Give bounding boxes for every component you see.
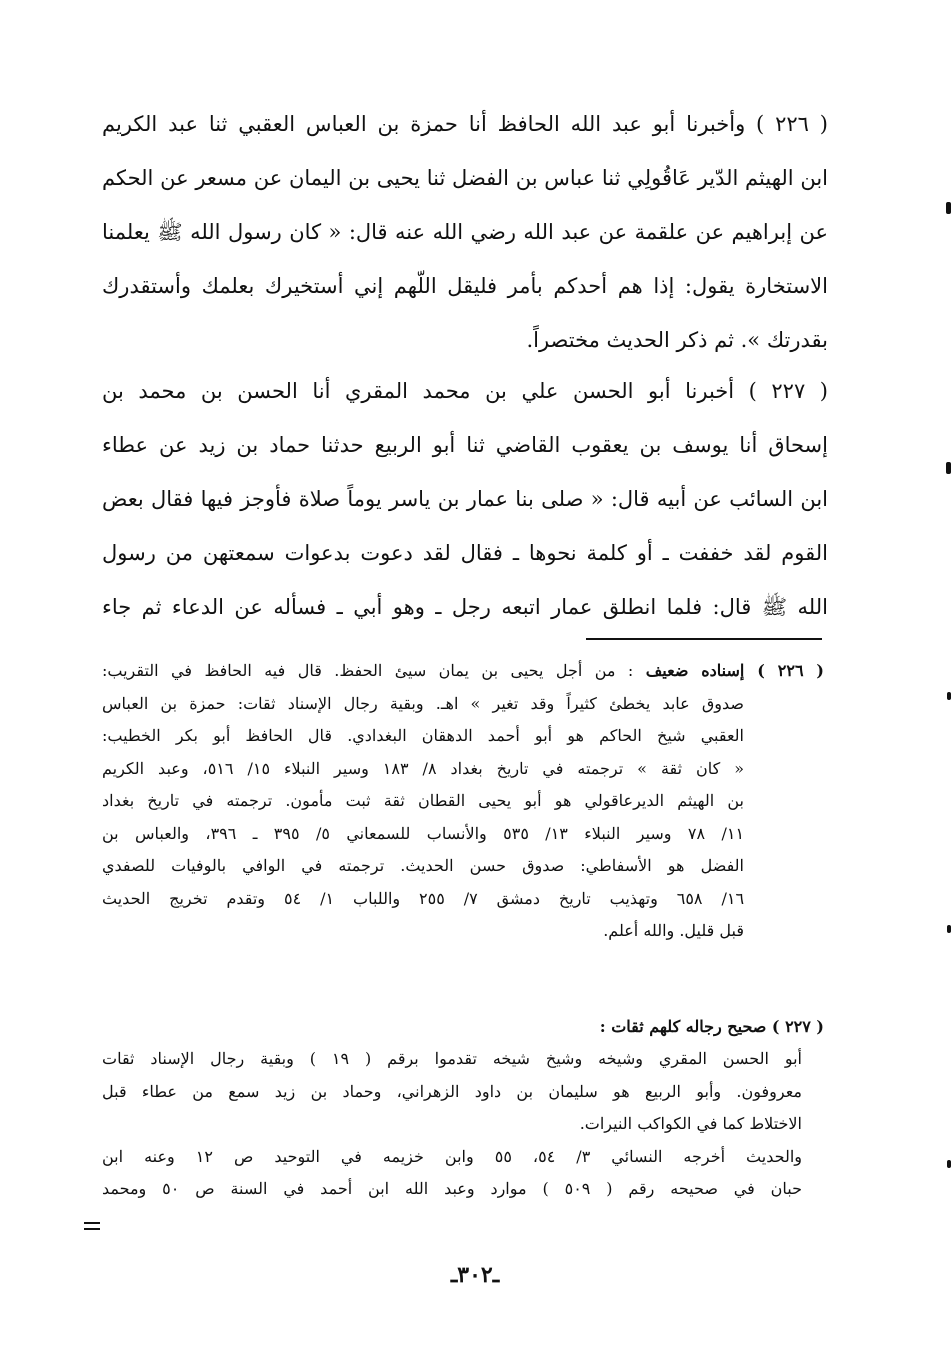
- footnote-line: حبان في صحيحه رقم ( ٥٠٩ ) موارد وعبد الله ابن أحمد في السنة ص ٥٠ ومحمد: [102, 1179, 802, 1198]
- footnote-226: [102, 655, 824, 948]
- text-line: بقدرتك ». ثم ذكر الحديث مختصراً.: [526, 328, 828, 352]
- footnote-line: « كان ثقة » ترجمته في تاريخ بغداد ٨/ ١٨٣ وسير النبلاء ١٥/ ٥١٦، وعبد الكريم: [102, 758, 744, 778]
- scan-mark: [947, 692, 951, 700]
- text-line: إسحاق أنا يوسف بن يعقوب القاضي ثنا أبو الربيع حدثنا حماد بن زيد عن عطاء: [102, 433, 828, 457]
- footnote-line: صدوق عابد يخطئ كثيراً وقد تغير » اهـ. وبقية رجال الإسناد ثقات: حمزة بن العباس: [102, 693, 744, 713]
- text-line: الله ﷺ قال: فلما انطلق عمار اتبعه رجل ـ وهو أبي ـ فسأله عن الدعاء ثم جاء: [102, 595, 828, 619]
- footnote-line: العقبي شيخ الحاكم هو أبو أحمد الدهقان البغدادي. قال الحافظ أبو بكر الخطيب:: [102, 726, 744, 745]
- text-line: عن إبراهيم عن علقمة عن عبد الله رضي الله عنه قال: « كان رسول الله ﷺ يعلمنا: [102, 220, 828, 244]
- footnote-line: الاختلاط كما في الكواكب النيرات.: [579, 1114, 802, 1133]
- scan-mark: [947, 1160, 951, 1168]
- footnote-line: والحديث أخرجه النسائي ٣/ ٥٤، ٥٥ وابن خزيمه في التوحيد ص ١٢ وعنه ابن: [102, 1146, 802, 1166]
- text-line: ابن الهيثم الدّير عَاقُولِي ثنا عباس بن الفضل ثنا يحيى بن اليمان عن مسعر عن الحكم: [102, 166, 828, 190]
- footnote-line: ١١/ ٧٨ وسير النبلاء ١٣/ ٥٣٥ والأنساب للسمعاني ٥/ ٣٩٥ ـ ٣٩٦، والعباس بن: [102, 823, 744, 843]
- continuation-mark: [84, 1222, 100, 1231]
- scan-mark: [946, 202, 951, 214]
- hadith-227-paragraph: [102, 364, 828, 634]
- text-line: ( ٢٢٦ ) وأخبرنا أبو عبد الله الحافظ أنا حمزة بن العباس العقبي ثنا عبد الكريم: [102, 112, 828, 136]
- footnote-227-heading: ( ٢٢٧ ) صحيح رجاله كلهم ثقات :: [599, 1017, 824, 1036]
- footnote-separator: [586, 638, 822, 640]
- footnote-226-first-text: : من أجل يحيى بن يمان سيئ الحفظ. قال فيه الحافظ في التقريب:: [102, 661, 634, 680]
- footnote-line: بن الهيثم الديرعاقولي هو أبو يحيى القطان ثقة ثبت مأمون. ترجمته في تاريخ بغداد: [102, 791, 744, 810]
- footnote-227: [102, 1043, 802, 1206]
- footnote-line: ١٦/ ٦٥٨ وتهذيب تاريخ دمشق ٧/ ٢٥٥ واللباب ١/ ٥٤ وتقدم تخريج الحديث: [102, 888, 744, 908]
- text-line: الاستخارة يقول: إذا هم أحدكم بأمر فليقل اللّهم إني أستخيرك بعلمك وأستقدرك: [102, 274, 828, 298]
- footnote-226-label: ( ٢٢٦ ) إسناده ضعيف: [645, 661, 824, 680]
- text-line: ( ٢٢٧ ) أخبرنا أبو الحسن علي بن محمد المقري أنا الحسن بن محمد بن: [102, 379, 828, 403]
- hadith-226-paragraph: [102, 97, 828, 367]
- footnote-line: [102, 655, 824, 688]
- footnote-line: معروفون. وأبو الربيع هو سليمان بن داود الزهراني، وحماد بن زيد سمع من عطاء قبل: [102, 1081, 802, 1101]
- page-number: ـ٣٠٢ـ: [450, 1262, 500, 1288]
- footnote-line: الفضل هو الأسفاطي: صدوق حسن الحديث. ترجمته في الوافي بالوفيات للصفدي: [102, 856, 744, 875]
- scan-mark: [947, 925, 951, 933]
- footnote-line: أبو الحسن المقري وشيخه وشيخ شيخه تقدموا برقم ( ١٩ ) وبقية رجال الإسناد ثقات: [102, 1049, 802, 1068]
- text-line: القوم لقد خففت ـ أو كلمة نحوها ـ فقال لقد دعوت بدعوات سمعتهن من رسول: [102, 541, 828, 565]
- scan-mark: [946, 462, 951, 474]
- footnote-line: قبل قليل. والله أعلم.: [603, 921, 744, 940]
- text-line: ابن السائب عن أبيه قال: « صلى بنا عمار بن ياسر يوماً صلاة فأوجز فيها فقال بعض: [102, 487, 828, 511]
